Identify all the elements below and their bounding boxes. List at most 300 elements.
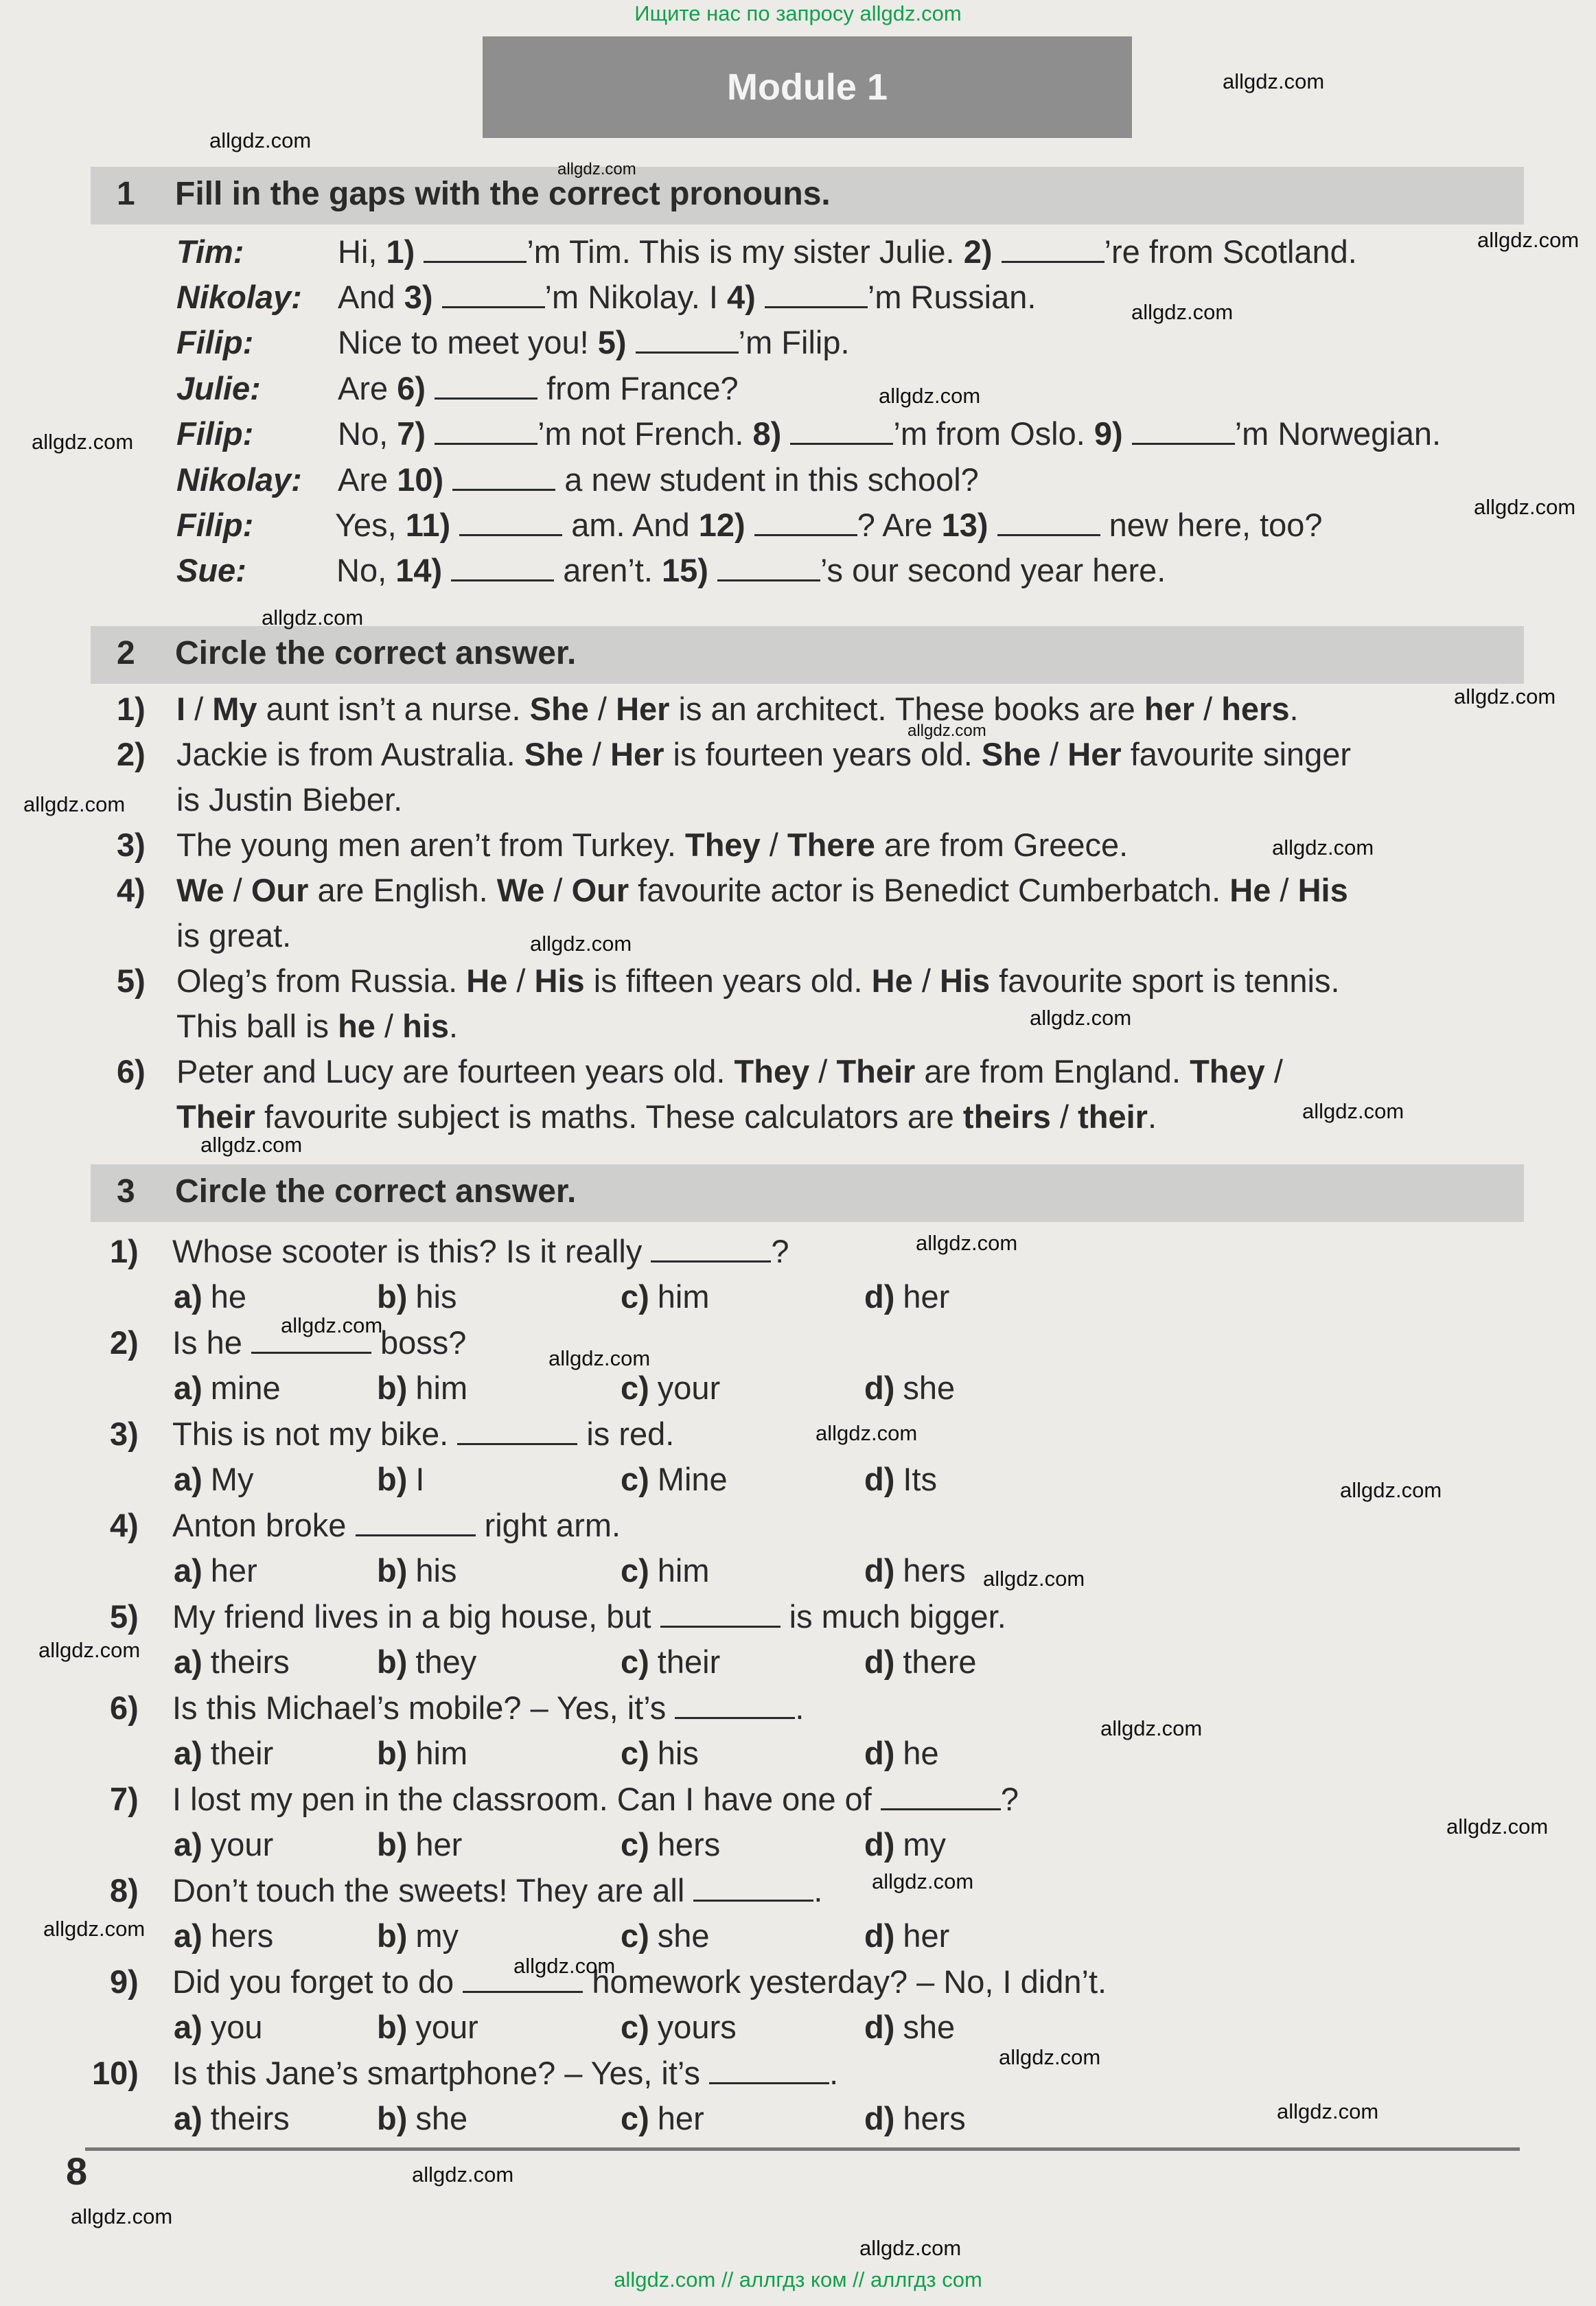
dialogue-text: No, xyxy=(338,415,397,452)
watermark-text: allgdz.com xyxy=(1302,1099,1404,1123)
answer-blank[interactable] xyxy=(754,507,857,536)
dialogue-text: ’m not French. xyxy=(537,415,753,452)
dialogue-line xyxy=(338,232,1357,272)
question-part: I lost my pen in the classroom. Can I have one of xyxy=(172,1781,881,1817)
bottom-site-links[interactable]: allgdz.com // аллгдз ком // аллгдз com xyxy=(614,2268,982,2292)
sentence-line xyxy=(176,735,1351,774)
item-number: 1) xyxy=(110,1233,139,1269)
answer-option[interactable] xyxy=(377,1825,462,1865)
option-text: your xyxy=(415,2009,478,2045)
watermark-text: allgdz.com xyxy=(557,160,636,178)
option-text: you xyxy=(210,2009,263,2045)
choice-option[interactable]: He xyxy=(466,962,508,999)
option-letter: b) xyxy=(377,1826,408,1863)
sentence-text: / xyxy=(1271,872,1298,908)
watermark-text: allgdz.com xyxy=(872,1869,974,1893)
exercise-number: 2 xyxy=(117,635,135,671)
choice-option[interactable]: His xyxy=(1297,872,1348,908)
choice-option[interactable]: His xyxy=(534,962,585,999)
sentence-text: / xyxy=(185,691,213,727)
question-part: homework yesterday? – No, I didn’t. xyxy=(583,1963,1107,2000)
sentence-line xyxy=(176,689,1299,729)
answer-option[interactable] xyxy=(864,1277,949,1317)
watermark-text: allgdz.com xyxy=(1030,1006,1132,1030)
question-part: ? xyxy=(1000,1781,1019,1817)
choice-option[interactable]: Her xyxy=(610,736,664,772)
option-text: hers xyxy=(903,2100,966,2136)
sentence-text: favourite sport is tennis. xyxy=(990,962,1340,999)
option-text: their xyxy=(657,1644,721,1680)
choice-option[interactable]: She xyxy=(529,691,589,727)
sentence-text: The young men aren’t from Turkey. xyxy=(176,827,686,863)
question-part: . xyxy=(829,2055,839,2091)
answer-option[interactable] xyxy=(377,2007,478,2047)
choice-option[interactable]: Her xyxy=(1067,736,1122,772)
top-search-link[interactable]: Ищите нас по запросу allgdz.com xyxy=(634,1,962,25)
answer-blank[interactable] xyxy=(457,1416,577,1445)
gap-number: 3) xyxy=(404,279,433,315)
answer-blank[interactable] xyxy=(997,507,1100,536)
answer-blank[interactable] xyxy=(442,279,545,308)
sentence-text: This ball is xyxy=(176,1008,338,1044)
sentence-line xyxy=(176,1052,1283,1092)
question-part: Is he xyxy=(172,1324,251,1361)
gap-number: 15) xyxy=(661,552,708,588)
option-letter: b) xyxy=(377,1644,408,1680)
choice-option[interactable]: their xyxy=(1078,1098,1148,1135)
option-letter: b) xyxy=(377,1917,408,1954)
watermark-text: allgdz.com xyxy=(209,128,312,152)
watermark-text: allgdz.com xyxy=(1446,1814,1549,1838)
sentence-text: is great. xyxy=(176,917,292,954)
dialogue-speaker: Tim: xyxy=(176,233,244,270)
answer-option[interactable] xyxy=(621,1642,720,1682)
gap-number: 1) xyxy=(386,233,415,270)
watermark-text: allgdz.com xyxy=(907,722,986,740)
choice-option[interactable]: They xyxy=(1190,1053,1265,1089)
option-text: him xyxy=(415,1735,468,1771)
question-text xyxy=(172,2053,838,2093)
item-number: 2) xyxy=(110,1324,139,1361)
option-text: him xyxy=(657,1278,710,1315)
option-letter: c) xyxy=(621,1917,649,1954)
answer-option[interactable] xyxy=(621,1368,720,1408)
sentence-text: Peter and Lucy are fourteen years old. xyxy=(176,1053,735,1089)
answer-blank[interactable] xyxy=(660,1598,780,1628)
answer-option[interactable] xyxy=(864,1460,937,1499)
dialogue-text: Are xyxy=(338,461,397,498)
dialogue-text: ’s our second year here. xyxy=(820,552,1166,588)
sentence-text: favourite subject is maths. These calculators are xyxy=(255,1098,963,1135)
watermark-text: allgdz.com xyxy=(1474,495,1576,519)
question-part: Don’t touch the sweets! They are all xyxy=(172,1872,694,1909)
watermark-text: allgdz.com xyxy=(262,606,364,630)
exercise-number: 3 xyxy=(117,1173,135,1210)
option-text: his xyxy=(415,1552,457,1589)
answer-option[interactable] xyxy=(864,1642,977,1682)
option-letter: a) xyxy=(174,1461,203,1497)
answer-option[interactable] xyxy=(621,1916,710,1956)
option-text: Its xyxy=(903,1461,937,1497)
watermark-text: allgdz.com xyxy=(1477,228,1580,252)
option-letter: a) xyxy=(174,2100,203,2136)
answer-option[interactable] xyxy=(377,1642,476,1682)
dialogue-text: from France? xyxy=(537,370,739,406)
option-letter: b) xyxy=(377,2100,408,2136)
answer-option[interactable] xyxy=(377,1368,467,1408)
exercise-2-header xyxy=(91,626,1524,684)
option-letter: d) xyxy=(864,1370,895,1406)
watermark-text: allgdz.com xyxy=(816,1421,918,1445)
question-part: boss? xyxy=(371,1324,467,1361)
answer-option[interactable] xyxy=(621,1460,728,1499)
item-number: 6) xyxy=(110,1690,139,1726)
choice-option[interactable]: They xyxy=(734,1053,810,1089)
sentence-text: are English. xyxy=(308,872,497,908)
question-part: . xyxy=(795,1690,805,1726)
option-text: mine xyxy=(210,1370,281,1406)
choice-option[interactable]: He xyxy=(1229,872,1271,908)
watermark-text: allgdz.com xyxy=(200,1133,303,1157)
question-part: right arm. xyxy=(475,1507,621,1543)
answer-option[interactable] xyxy=(174,1642,290,1682)
option-letter: c) xyxy=(621,2009,649,2045)
option-letter: d) xyxy=(864,1735,895,1771)
sentence-text: are from England. xyxy=(915,1053,1190,1089)
sentence-text: / xyxy=(224,872,251,908)
dialogue-speaker: Filip: xyxy=(176,415,254,452)
item-number: 4) xyxy=(110,1507,139,1543)
dialogue-text: Hi, xyxy=(338,233,386,270)
watermark-text: allgdz.com xyxy=(32,430,134,454)
choice-option[interactable]: Her xyxy=(616,691,670,727)
sentence-text: / xyxy=(809,1053,837,1089)
answer-option[interactable] xyxy=(621,1277,710,1317)
watermark-text: allgdz.com xyxy=(43,1917,146,1941)
sentence-text: / xyxy=(1041,736,1068,772)
answer-blank[interactable] xyxy=(459,507,562,536)
dialogue-text: No, xyxy=(336,552,396,588)
dialogue-speaker: Julie: xyxy=(176,370,261,406)
answer-option[interactable] xyxy=(377,1733,467,1773)
choice-option[interactable]: hers xyxy=(1221,691,1290,727)
answer-option[interactable] xyxy=(864,1916,949,1956)
choice-option[interactable]: theirs xyxy=(962,1098,1051,1135)
answer-blank[interactable] xyxy=(709,2055,829,2084)
watermark-text: allgdz.com xyxy=(530,932,632,956)
answer-blank[interactable] xyxy=(451,552,554,581)
choice-option[interactable]: We xyxy=(176,872,224,908)
option-text: my xyxy=(903,1826,947,1863)
answer-option[interactable] xyxy=(621,1733,699,1773)
footer-divider xyxy=(85,2147,1520,2151)
answer-option[interactable] xyxy=(174,1825,273,1865)
watermark-text: allgdz.com xyxy=(1223,69,1325,93)
watermark-text: allgdz.com xyxy=(412,2163,514,2187)
answer-option[interactable] xyxy=(174,1460,253,1499)
item-number: 1) xyxy=(117,691,146,727)
answer-blank[interactable] xyxy=(1132,415,1235,445)
watermark-text: allgdz.com xyxy=(999,2045,1101,2069)
watermark-text: allgdz.com xyxy=(1272,835,1374,860)
answer-option[interactable] xyxy=(621,2099,704,2138)
choice-option[interactable]: He xyxy=(871,962,913,999)
option-text: hers xyxy=(657,1826,721,1863)
option-letter: c) xyxy=(621,1644,649,1680)
sentence-text: / xyxy=(583,736,611,772)
option-text: his xyxy=(415,1278,457,1315)
option-text: her xyxy=(210,1552,257,1589)
item-number: 8) xyxy=(110,1872,139,1909)
gap-number: 7) xyxy=(397,415,426,452)
option-letter: d) xyxy=(864,1278,895,1315)
option-letter: a) xyxy=(174,1735,203,1771)
sentence-text: Jackie is from Australia. xyxy=(176,736,524,772)
option-text: your xyxy=(657,1370,721,1406)
option-text: she xyxy=(903,1370,956,1406)
option-text: she xyxy=(657,1917,710,1954)
sentence-text: / xyxy=(588,691,616,727)
choice-option[interactable]: My xyxy=(212,691,257,727)
answer-option[interactable] xyxy=(377,1460,424,1499)
option-letter: a) xyxy=(174,1278,203,1315)
dialogue-text: ’m Norwegian. xyxy=(1234,415,1442,452)
option-letter: b) xyxy=(377,1461,408,1497)
sentence-line xyxy=(176,1006,458,1046)
answer-option[interactable] xyxy=(864,1825,946,1865)
sentence-line xyxy=(176,825,1128,865)
answer-option[interactable] xyxy=(174,2099,290,2138)
watermark-text: allgdz.com xyxy=(71,2204,173,2228)
watermark-text: allgdz.com xyxy=(1277,2099,1379,2123)
answer-blank[interactable] xyxy=(435,370,537,400)
question-part: Is this Jane’s smartphone? – Yes, it’s xyxy=(172,2055,710,2091)
choice-option[interactable]: he xyxy=(338,1008,375,1044)
gap-number: 10) xyxy=(397,461,444,498)
choice-option[interactable]: I xyxy=(176,691,186,727)
answer-blank[interactable] xyxy=(790,415,893,445)
option-letter: d) xyxy=(864,2100,895,2136)
choice-option[interactable]: His xyxy=(939,962,991,999)
question-part: . xyxy=(813,1872,823,1909)
option-text: they xyxy=(415,1644,477,1680)
answer-blank[interactable] xyxy=(765,279,868,308)
watermark-text: allgdz.com xyxy=(38,1638,141,1662)
option-text: she xyxy=(415,2100,468,2136)
option-letter: a) xyxy=(174,1826,203,1863)
question-text xyxy=(172,1414,674,1454)
gap-number: 2) xyxy=(963,233,993,270)
choice-option[interactable]: Their xyxy=(176,1098,255,1135)
gap-number: 13) xyxy=(941,507,988,543)
dialogue-text: ’m Russian. xyxy=(867,279,1037,315)
option-text: him xyxy=(657,1552,710,1589)
question-part: Anton broke xyxy=(172,1507,356,1543)
answer-blank[interactable] xyxy=(881,1781,1001,1810)
question-text xyxy=(172,1597,1006,1637)
sentence-text: is fourteen years old. xyxy=(664,736,982,772)
watermark-text: allgdz.com xyxy=(1454,684,1556,708)
gap-number: 4) xyxy=(727,279,756,315)
watermark-text: allgdz.com xyxy=(1340,1478,1442,1502)
answer-blank[interactable] xyxy=(675,1690,795,1719)
option-letter: b) xyxy=(377,1552,408,1589)
option-letter: d) xyxy=(864,1917,895,1954)
dialogue-speaker: Nikolay: xyxy=(176,461,302,498)
option-letter: c) xyxy=(621,1552,649,1589)
choice-option[interactable]: Our xyxy=(251,872,309,908)
question-text xyxy=(172,1232,789,1271)
question-part: Is this Michael’s mobile? – Yes, it’s xyxy=(172,1690,675,1726)
dialogue-text: And xyxy=(338,279,404,315)
sentence-text: / xyxy=(1264,1053,1283,1089)
answer-blank[interactable] xyxy=(435,415,537,445)
exercise-instruction: Circle the correct answer. xyxy=(175,1173,577,1210)
option-text: there xyxy=(903,1644,977,1680)
watermark-text: allgdz.com xyxy=(23,792,126,816)
answer-option[interactable] xyxy=(174,1916,273,1956)
dialogue-speaker: Filip: xyxy=(176,507,254,543)
answer-option[interactable] xyxy=(174,1277,246,1317)
option-letter: d) xyxy=(864,1461,895,1497)
watermark-text: allgdz.com xyxy=(513,1954,616,1978)
gap-number: 11) xyxy=(405,507,451,543)
option-letter: d) xyxy=(864,2009,895,2045)
answer-blank[interactable] xyxy=(356,1507,476,1536)
answer-blank[interactable] xyxy=(651,1233,771,1262)
choice-option[interactable]: Our xyxy=(571,872,629,908)
dialogue-text: Are xyxy=(338,370,397,406)
sentence-text: / xyxy=(912,962,940,999)
choice-option[interactable]: There xyxy=(787,827,875,863)
sentence-text: / xyxy=(507,962,535,999)
answer-option[interactable] xyxy=(864,1551,966,1591)
exercise-instruction: Circle the correct answer. xyxy=(175,635,577,671)
question-text xyxy=(172,1506,621,1545)
answer-option[interactable] xyxy=(864,1368,955,1408)
choice-option[interactable]: They xyxy=(685,827,761,863)
watermark-text: allgdz.com xyxy=(281,1313,383,1337)
question-part: ? xyxy=(771,1233,789,1269)
answer-option[interactable] xyxy=(864,2007,955,2047)
module-title: Module 1 xyxy=(483,36,1132,138)
choice-option[interactable]: We xyxy=(496,872,545,908)
question-text xyxy=(172,1962,1107,2002)
dialogue-text: am. And xyxy=(562,507,699,543)
option-text: hers xyxy=(210,1917,274,1954)
answer-blank[interactable] xyxy=(693,1872,813,1902)
option-letter: a) xyxy=(174,1552,203,1589)
answer-option[interactable] xyxy=(377,1277,456,1317)
answer-option[interactable] xyxy=(377,1551,456,1591)
item-number: 6) xyxy=(117,1053,146,1089)
item-number: 5) xyxy=(117,962,146,999)
option-letter: c) xyxy=(621,2100,649,2136)
dialogue-line xyxy=(338,369,739,408)
dialogue-text: ? Are xyxy=(857,507,942,543)
option-text: her xyxy=(415,1826,463,1863)
option-text: her xyxy=(903,1278,950,1315)
option-letter: b) xyxy=(377,1735,408,1771)
gap-number: 9) xyxy=(1094,415,1123,452)
sentence-text: / xyxy=(1194,691,1222,727)
option-letter: c) xyxy=(621,1370,649,1406)
dialogue-line xyxy=(338,323,850,362)
answer-option[interactable] xyxy=(864,1733,939,1773)
gap-number: 5) xyxy=(597,324,627,360)
sentence-text: favourite actor is Benedict Cumberbatch. xyxy=(629,872,1230,908)
answer-option[interactable] xyxy=(377,1916,459,1956)
sentence-text: . xyxy=(1147,1098,1157,1135)
sentence-text: aunt isn’t a nurse. xyxy=(257,691,530,727)
answer-option[interactable] xyxy=(621,1551,710,1591)
dialogue-speaker: Nikolay: xyxy=(176,279,302,315)
sentence-text: / xyxy=(760,827,787,863)
dialogue-text: ’m Nikolay. I xyxy=(544,279,728,315)
dialogue-text: ’m Filip. xyxy=(738,324,850,360)
answer-blank[interactable] xyxy=(717,552,820,581)
choice-option[interactable]: She xyxy=(981,736,1041,772)
option-text: My xyxy=(210,1461,254,1497)
page-number: 8 xyxy=(66,2149,88,2193)
dialogue-line xyxy=(338,277,1036,317)
question-part: Did you forget to do xyxy=(172,1963,463,2000)
watermark-text: allgdz.com xyxy=(916,1231,1018,1255)
option-text: my xyxy=(415,1917,459,1954)
sentence-text: Oleg’s from Russia. xyxy=(176,962,467,999)
sentence-text: / xyxy=(375,1008,403,1044)
choice-option[interactable]: her xyxy=(1144,691,1195,727)
option-letter: a) xyxy=(174,1370,203,1406)
option-text: her xyxy=(657,2100,704,2136)
answer-option[interactable] xyxy=(864,2099,966,2138)
answer-option[interactable] xyxy=(174,2007,263,2047)
answer-option[interactable] xyxy=(621,2007,737,2047)
option-letter: b) xyxy=(377,2009,408,2045)
answer-option[interactable] xyxy=(621,1825,720,1865)
option-text: I xyxy=(415,1461,425,1497)
question-part: is much bigger. xyxy=(780,1598,1006,1635)
choice-option[interactable]: Their xyxy=(836,1053,916,1089)
question-text xyxy=(172,1688,804,1728)
answer-option[interactable] xyxy=(174,1368,281,1408)
sentence-line xyxy=(176,870,1348,910)
answer-option[interactable] xyxy=(174,1733,273,1773)
answer-option[interactable] xyxy=(377,2099,467,2138)
answer-blank[interactable] xyxy=(1002,233,1105,263)
option-text: he xyxy=(903,1735,939,1771)
choice-option[interactable]: his xyxy=(402,1008,450,1044)
item-number: 3) xyxy=(117,827,146,863)
option-letter: c) xyxy=(621,1278,649,1315)
sentence-text: / xyxy=(1050,1098,1078,1135)
dialogue-line xyxy=(335,505,1323,545)
item-number: 10) xyxy=(92,2055,139,2091)
option-text: their xyxy=(210,1735,274,1771)
choice-option[interactable]: She xyxy=(524,736,583,772)
exercise-3-header xyxy=(91,1164,1524,1222)
answer-option[interactable] xyxy=(174,1551,257,1591)
answer-blank[interactable] xyxy=(424,233,527,263)
question-part: My friend lives in a big house, but xyxy=(172,1598,660,1635)
answer-blank[interactable] xyxy=(452,461,555,491)
answer-blank[interactable] xyxy=(636,324,739,354)
option-letter: d) xyxy=(864,1826,895,1863)
item-number: 9) xyxy=(110,1963,139,2000)
item-number: 5) xyxy=(110,1598,139,1635)
option-text: she xyxy=(903,2009,956,2045)
question-text xyxy=(172,1871,822,1911)
